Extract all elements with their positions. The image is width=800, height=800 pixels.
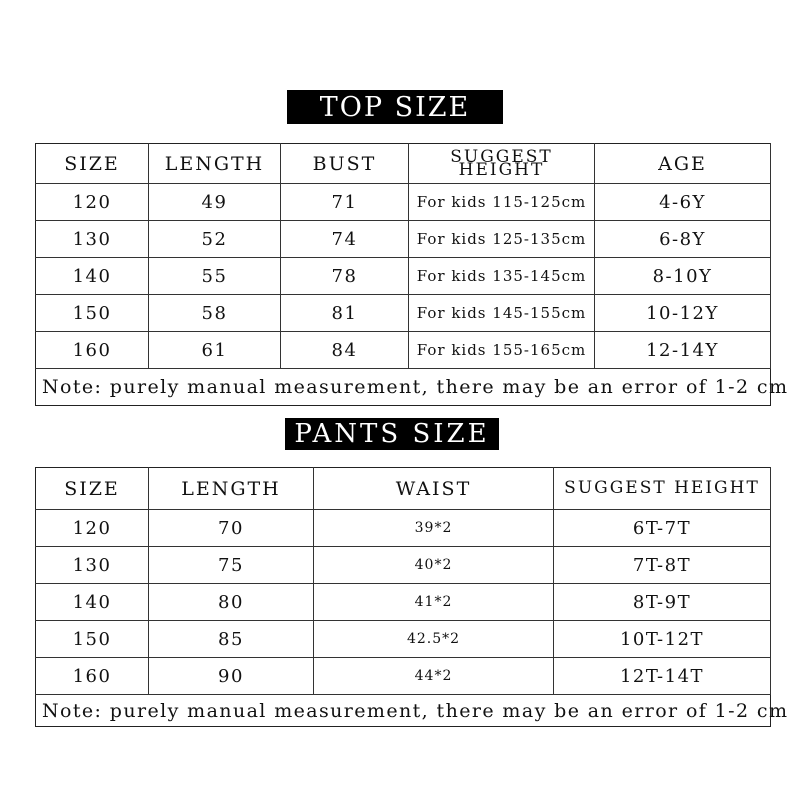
column-header-age: AGE xyxy=(595,144,771,184)
cell-size: 160 xyxy=(36,658,149,695)
cell-size: 150 xyxy=(36,295,149,332)
table-row xyxy=(36,332,771,369)
cell-length: 49 xyxy=(149,184,281,221)
cell-length: 70 xyxy=(149,510,314,547)
pants-size-title: PANTS SIZE xyxy=(285,418,499,450)
cell-age: 6-8Y xyxy=(595,221,771,258)
pants-size-table xyxy=(35,467,789,727)
cell-bust: 74 xyxy=(281,221,409,258)
column-header-length: LENGTH xyxy=(149,468,314,510)
cell-suggest-height: For kids 125-135cm xyxy=(409,221,595,258)
cell-waist: 44*2 xyxy=(314,658,554,695)
cell-age: 8-10Y xyxy=(595,258,771,295)
table-row xyxy=(36,547,771,584)
cell-waist: 41*2 xyxy=(314,584,554,621)
cell-bust: 71 xyxy=(281,184,409,221)
table-row xyxy=(36,295,771,332)
column-header-suggest-height: SUGGEST HEIGHT xyxy=(554,468,771,510)
cell-suggest-height: For kids 135-145cm xyxy=(409,258,595,295)
cell-bust: 81 xyxy=(281,295,409,332)
table-row xyxy=(36,621,771,658)
top-size-table xyxy=(35,143,789,406)
cell-waist: 39*2 xyxy=(314,510,554,547)
cell-waist: 42.5*2 xyxy=(314,621,554,658)
column-header-length: LENGTH xyxy=(149,144,281,184)
cell-size: 130 xyxy=(36,221,149,258)
note-row xyxy=(36,369,771,406)
column-header-waist: WAIST xyxy=(314,468,554,510)
cell-length: 90 xyxy=(149,658,314,695)
cell-suggest-height: 10T-12T xyxy=(554,621,771,658)
cell-length: 85 xyxy=(149,621,314,658)
cell-size: 140 xyxy=(36,258,149,295)
top-size-title: TOP SIZE xyxy=(287,90,503,124)
table-row xyxy=(36,584,771,621)
table-row xyxy=(36,221,771,258)
table-row xyxy=(36,658,771,695)
cell-suggest-height: 12T-14T xyxy=(554,658,771,695)
cell-length: 52 xyxy=(149,221,281,258)
column-header-bust: BUST xyxy=(281,144,409,184)
cell-suggest-height: 6T-7T xyxy=(554,510,771,547)
cell-suggest-height: 8T-9T xyxy=(554,584,771,621)
cell-waist: 40*2 xyxy=(314,547,554,584)
table-header-row xyxy=(36,144,771,184)
cell-size: 120 xyxy=(36,184,149,221)
table-row xyxy=(36,184,771,221)
cell-length: 58 xyxy=(149,295,281,332)
column-header-suggest-height: SUGGEST HEIGHT xyxy=(409,144,595,184)
note-row xyxy=(36,695,771,727)
cell-length: 55 xyxy=(149,258,281,295)
cell-suggest-height: For kids 115-125cm xyxy=(409,184,595,221)
table-header-row xyxy=(36,468,771,510)
cell-size: 150 xyxy=(36,621,149,658)
cell-size: 140 xyxy=(36,584,149,621)
table-row xyxy=(36,510,771,547)
cell-bust: 84 xyxy=(281,332,409,369)
cell-size: 160 xyxy=(36,332,149,369)
column-header-size: SIZE xyxy=(36,144,149,184)
cell-suggest-height: For kids 155-165cm xyxy=(409,332,595,369)
table-row xyxy=(36,258,771,295)
cell-bust: 78 xyxy=(281,258,409,295)
cell-age: 4-6Y xyxy=(595,184,771,221)
cell-suggest-height: 7T-8T xyxy=(554,547,771,584)
cell-suggest-height: For kids 145-155cm xyxy=(409,295,595,332)
cell-age: 12-14Y xyxy=(595,332,771,369)
cell-length: 61 xyxy=(149,332,281,369)
cell-length: 75 xyxy=(149,547,314,584)
cell-size: 120 xyxy=(36,510,149,547)
measurement-note: Note: purely manual measurement, there may be an error of 1-2 cm xyxy=(42,699,789,722)
cell-length: 80 xyxy=(149,584,314,621)
cell-size: 130 xyxy=(36,547,149,584)
measurement-note: Note: purely manual measurement, there may be an error of 1-2 cm xyxy=(42,376,789,398)
column-header-size: SIZE xyxy=(36,468,149,510)
cell-age: 10-12Y xyxy=(595,295,771,332)
